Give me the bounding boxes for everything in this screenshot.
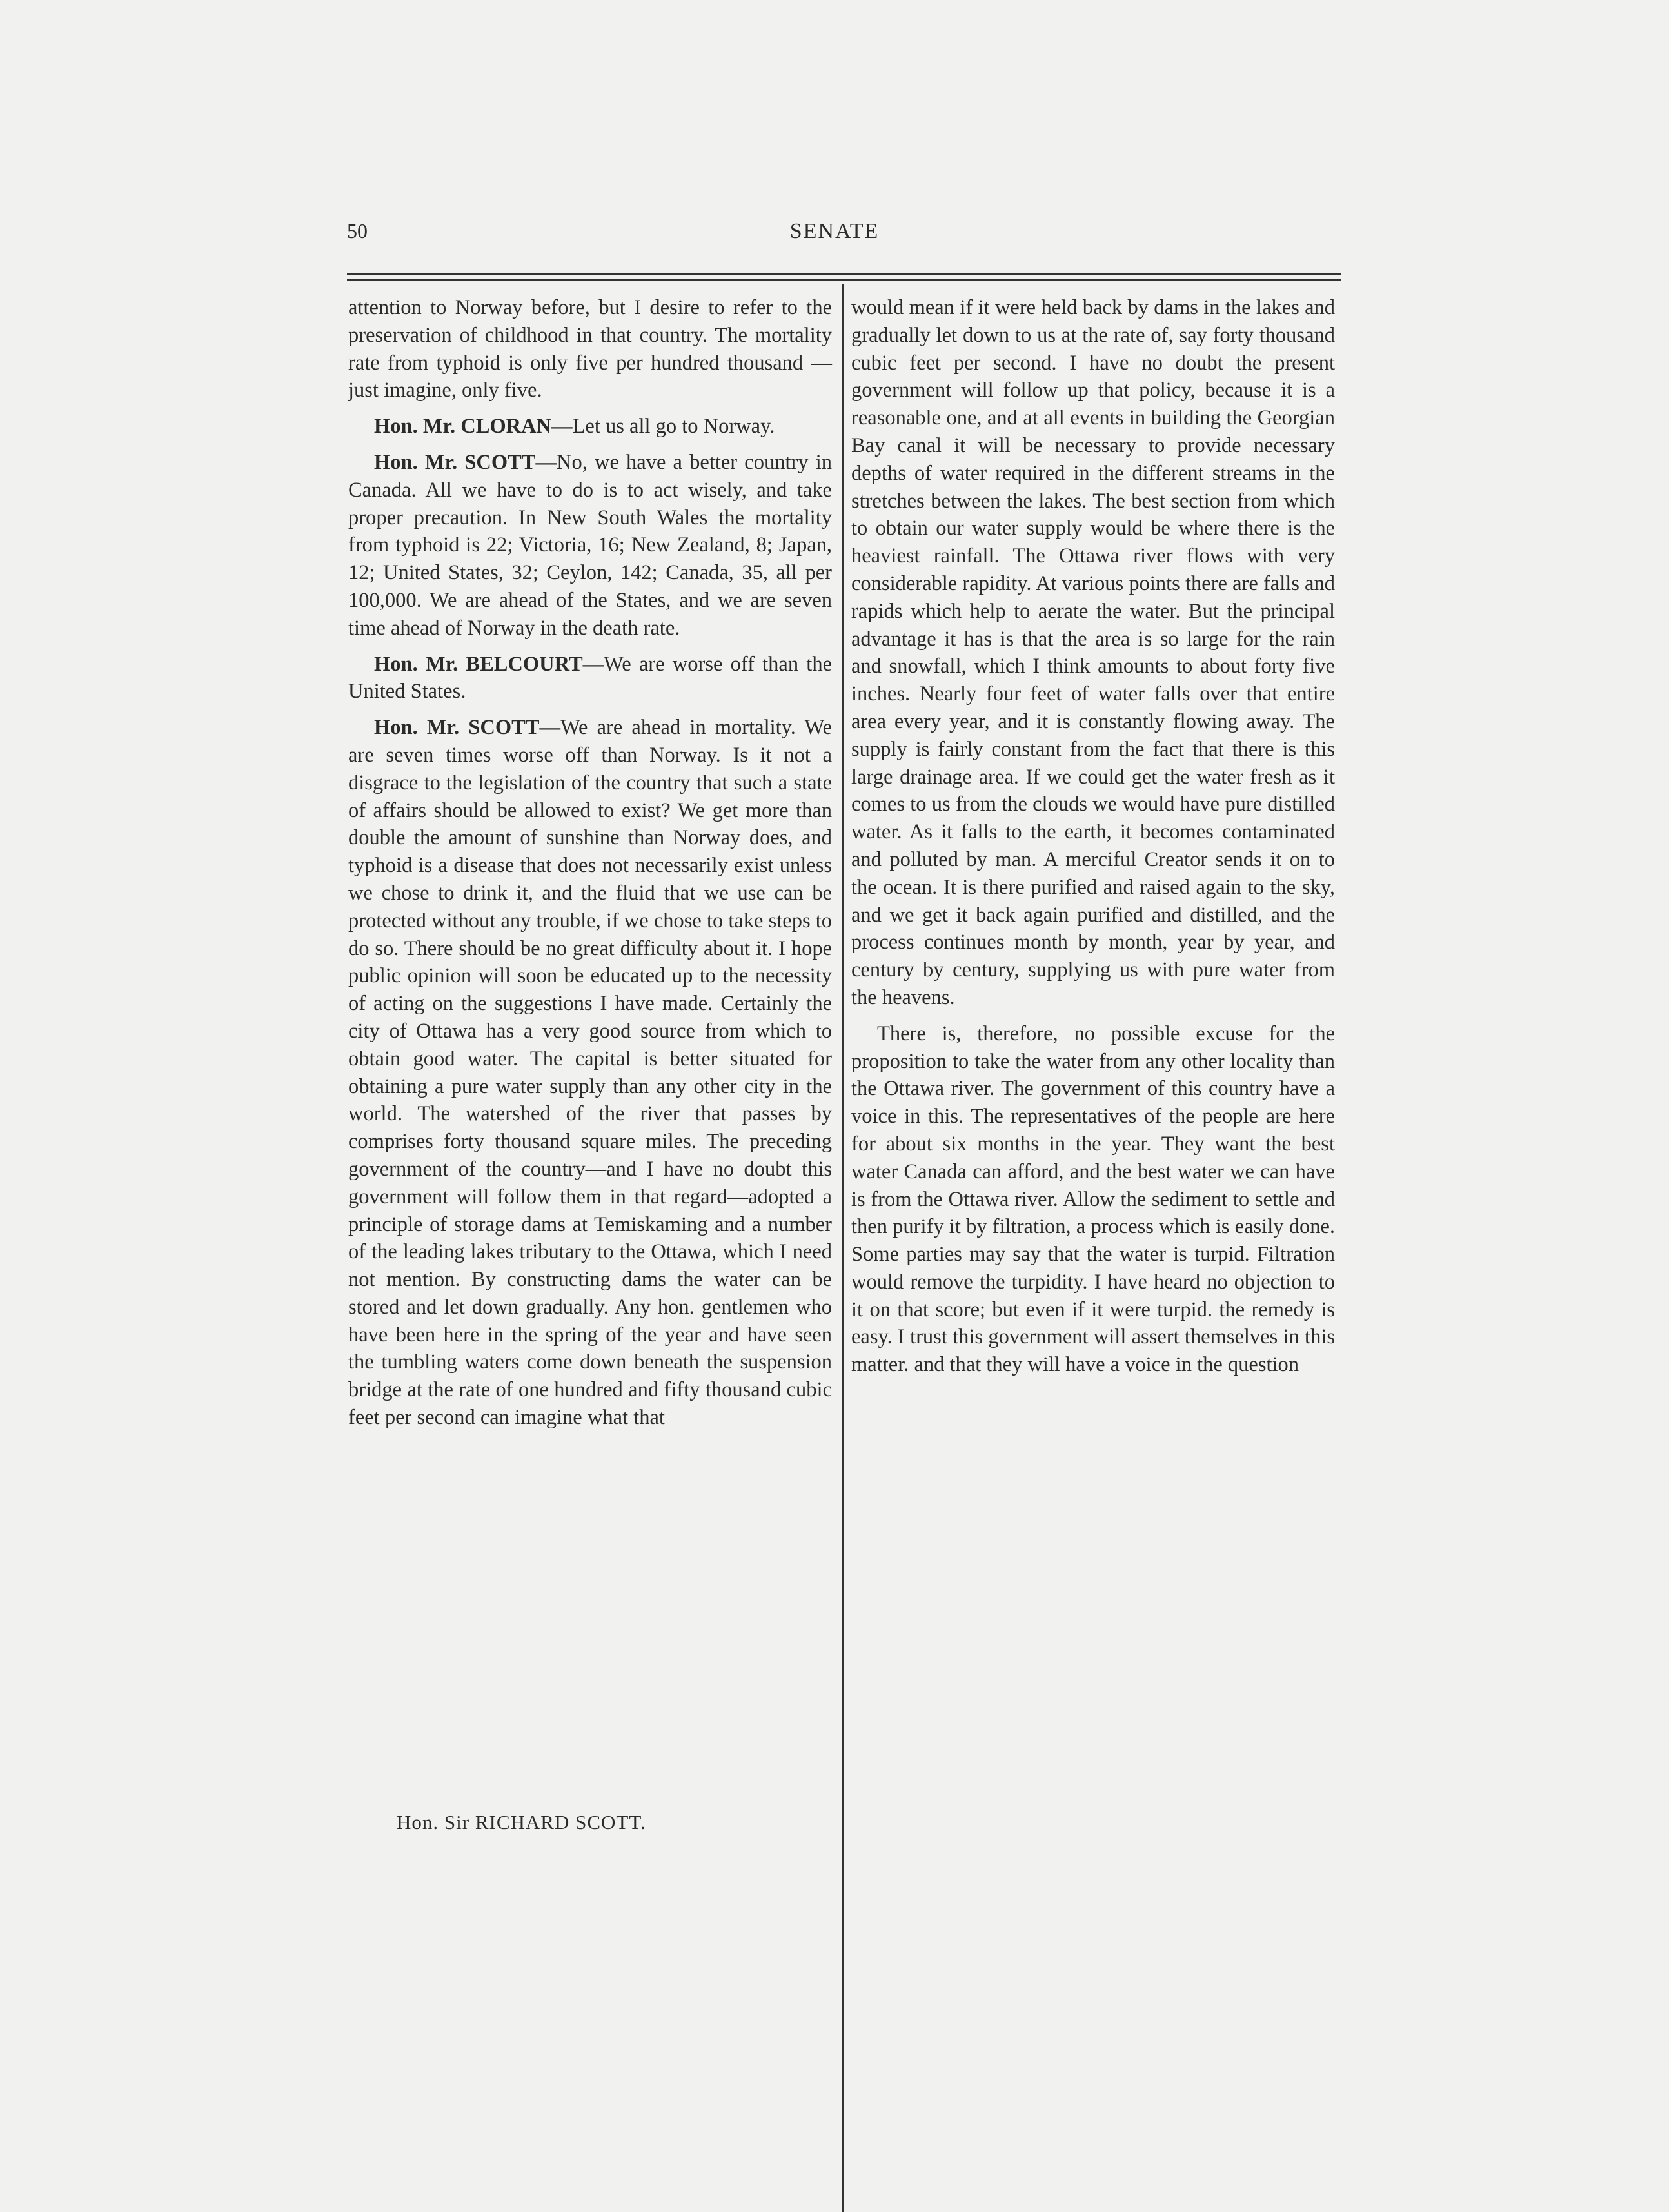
paragraph	[348, 413, 832, 440]
page-number: 50	[347, 219, 368, 242]
paragraph-text: We are ahead in mortality. We are seven times worse off than Norway. Is it not a disgrace to the legislation of the country that such a state of affairs should be allowed to exist? We get more than double the amount of sunshine than Norway does, and typhoid is a disease that does not necessarily exist unless we chose to drink it, and the fluid that we use can be protected without any trouble, if we chose to take steps to do so. There should be no great difficulty about it. I hope public opinion will soon be educated up to the necessity of acting on the suggestions I have made. Certainly the city of Ottawa has a very good source from which to obtain good water. The capital is better situated for obtaining a pure water supply than any other city in the world. The watershed of the river that passes by comprises forty thousand square miles. The preceding government of the country—and I have no doubt this government will follow them in that regard—adopted a principle of storage dams at Temiskaming and a number of the leading lakes tributary to the Ottawa, which I need not mention. By constructing dams the water can be stored and let down gradually. Any hon. gentlemen who have been here in the spring of the year and have seen the tumbling waters come down beneath the suspension bridge at the rate of one hundred and fifty thousand cubic feet per second can imagine what that	[348, 716, 833, 1430]
paragraph-text: Let us all go to Norway.	[572, 415, 775, 439]
right-column	[851, 294, 1335, 1387]
speaker-label: Hon. Mr. SCOTT—	[374, 450, 557, 474]
header-rule-bottom	[347, 279, 1341, 281]
speaker-label: Hon. Mr. BELCOURT—	[374, 652, 604, 676]
paragraph-text: No, we have a better country in Canada. All we have to do is to act wisely, and take proper precaution. In New South Wales the mortality from typhoid is 22; Victoria, 16; New Zealand, 8; Japan, 12; United States, 32; Ceylon, 142; Canada, 35, all per 100,000. We are ahead of the States, and we are seven time ahead of Norway in the death rate.	[348, 450, 833, 640]
running-head: SENATE	[789, 219, 880, 243]
paragraph	[348, 294, 832, 404]
column-divider	[842, 284, 844, 2212]
paragraph-text: attention to Norway before, but I desire to refer to the preservation of childhood in that country. The mortality rate from typhoid is only five per hundred thousand —just imagine, only five.	[348, 296, 832, 402]
paragraph-text: There is, therefore, no possible excuse for the proposition to take the water from any other locality than the Ottawa river. The government of this country have a voice in this. The representatives of the people are here for about six months in the year. They want the best water Canada can afford, and the best water we can have is from the Ottawa river. Allow the sediment to settle and then purify it by filtration, a process which is easily done. Some parties may say that the water is turpid. Filtration would remove the turpidity. I have heard no objection to it on that score; but even if it were turpid. the remedy is easy. I trust this government will assert themselves in this matter. and that they will have a voice in the question	[851, 1022, 1335, 1377]
header-rule-top	[347, 273, 1341, 275]
paragraph-text: would mean if it were held back by dams in the lakes and gradually let down to us at the rate of, say forty thousand cubic feet per second. I have no doubt the present government will follow up that policy, because it is a reasonable one, and at all events in building the Georgian Bay canal it will be necessary to provide necessary depths of water required in the different streams in the stretches between the lakes. The best section from which to obtain our water supply would be where there is the heaviest rainfall. The Ottawa river flows with very considerable rapidity. At various points there are falls and rapids which help to aerate the water. But the principal advantage it has is that the area is so large for the rain and snowfall, which I think amounts to about forty five inches. Nearly four feet of water falls over that entire area every year, and it is constantly flowing away. The supply is fairly constant from the fact that there is this large drainage area. If we could get the water fresh as it comes to us from the clouds we would have pure distilled water. As it falls to the earth, it becomes contaminated and polluted by man. A merciful Creator sends it on to the ocean. It is there purified and raised again to the sky, and we get it back again purified and distilled, and the process continues month by month, year by year, and century by century, supplying us with pure water from the heavens.	[851, 296, 1335, 1009]
paragraph	[348, 714, 832, 1432]
paragraph-text: We are worse off than the United States.	[348, 652, 832, 704]
speaker-label: Hon. Mr. SCOTT—	[374, 716, 560, 740]
left-column	[348, 294, 832, 1440]
paragraph	[348, 449, 832, 642]
footer-speaker-name: Hon. Sir RICHARD SCOTT.	[397, 1811, 646, 1833]
paragraph	[851, 294, 1335, 1012]
speaker-label: Hon. Mr. CLORAN—	[374, 415, 573, 439]
paragraph	[851, 1020, 1335, 1379]
paragraph	[348, 651, 832, 706]
